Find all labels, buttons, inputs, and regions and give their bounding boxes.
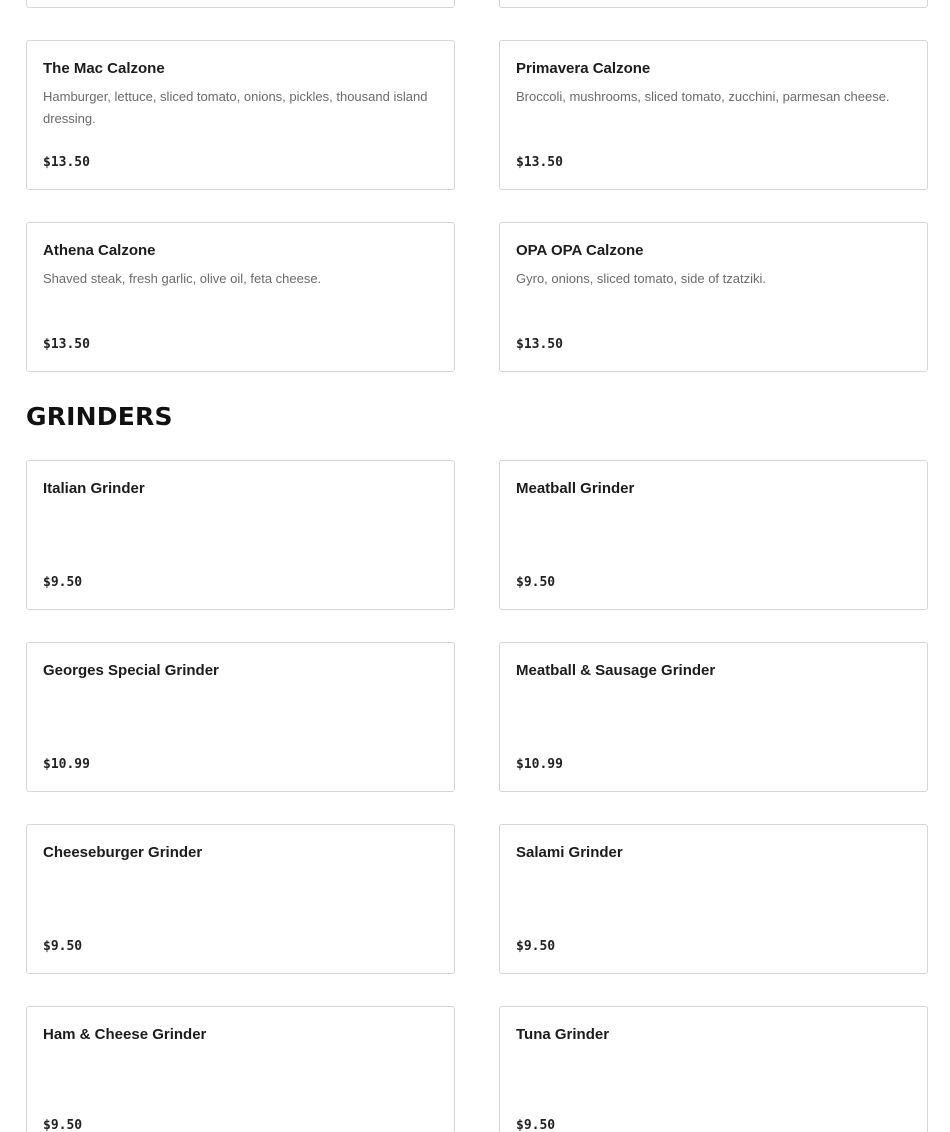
menu-item-price: $9.50 xyxy=(43,1118,83,1132)
menu-item-card-meatball-sausage-grinder[interactable] xyxy=(499,642,928,792)
menu-item-name: OPA OPA Calzone xyxy=(516,242,644,259)
menu-item-name: Cheeseburger Grinder xyxy=(43,844,203,861)
menu-item-price: $13.50 xyxy=(43,155,90,170)
menu-item-description: Gyro, onions, sliced tomato, side of tzatziki. xyxy=(516,271,766,286)
menu-item-card-meatball-grinder[interactable] xyxy=(499,460,928,610)
menu-item-card-italian-grinder[interactable] xyxy=(26,460,455,610)
menu-item-name: Italian Grinder xyxy=(43,480,145,497)
menu-item-price: $9.50 xyxy=(516,939,556,954)
menu-item-price: $10.99 xyxy=(43,757,90,772)
menu-item-price: $13.50 xyxy=(516,337,563,352)
menu-item-price: $9.50 xyxy=(43,939,83,954)
menu-item-card-the-mac-calzone[interactable] xyxy=(26,40,455,190)
menu-item-name: Georges Special Grinder xyxy=(43,662,219,679)
menu-item-name: Meatball Grinder xyxy=(516,480,635,497)
menu-item-card-salami-grinder[interactable] xyxy=(499,824,928,974)
menu-item-price: $13.50 xyxy=(43,337,90,352)
menu-item-price: $9.50 xyxy=(516,1118,556,1132)
menu-item-name: Primavera Calzone xyxy=(516,60,651,77)
menu-item-card[interactable] xyxy=(499,0,928,8)
menu-item-name: Athena Calzone xyxy=(43,242,156,259)
menu-item-card-athena-calzone[interactable] xyxy=(26,222,455,372)
menu-item-price: $9.50 xyxy=(516,575,556,590)
menu-item-description: Shaved steak, fresh garlic, olive oil, feta cheese. xyxy=(43,271,322,286)
menu-item-name: Meatball & Sausage Grinder xyxy=(516,662,716,679)
menu-item-description: Hamburger, lettuce, sliced tomato, onions, pickles, thousand island dressing. xyxy=(43,89,428,126)
menu-item-name: Salami Grinder xyxy=(516,844,623,861)
menu-item-price: $10.99 xyxy=(516,757,563,772)
menu-item-name: Ham & Cheese Grinder xyxy=(43,1026,207,1043)
menu-item-card-cheeseburger-grinder[interactable] xyxy=(26,824,455,974)
menu-item-name: The Mac Calzone xyxy=(43,60,165,77)
menu-item-card-primavera-calzone[interactable] xyxy=(499,40,928,190)
menu-item-card-opa-opa-calzone[interactable] xyxy=(499,222,928,372)
menu-item-card-georges-special-grinder[interactable] xyxy=(26,642,455,792)
menu-item-card-tuna-grinder[interactable] xyxy=(499,1006,928,1132)
section-title-grinders: GRINDERS xyxy=(26,402,173,431)
menu-item-card[interactable] xyxy=(26,0,455,8)
menu-item-name: Tuna Grinder xyxy=(516,1026,610,1043)
menu-item-price: $9.50 xyxy=(43,575,83,590)
menu-item-card-ham-cheese-grinder[interactable] xyxy=(26,1006,455,1132)
menu-item-description: Broccoli, mushrooms, sliced tomato, zucchini, parmesan cheese. xyxy=(516,89,890,104)
menu-item-price: $13.50 xyxy=(516,155,563,170)
